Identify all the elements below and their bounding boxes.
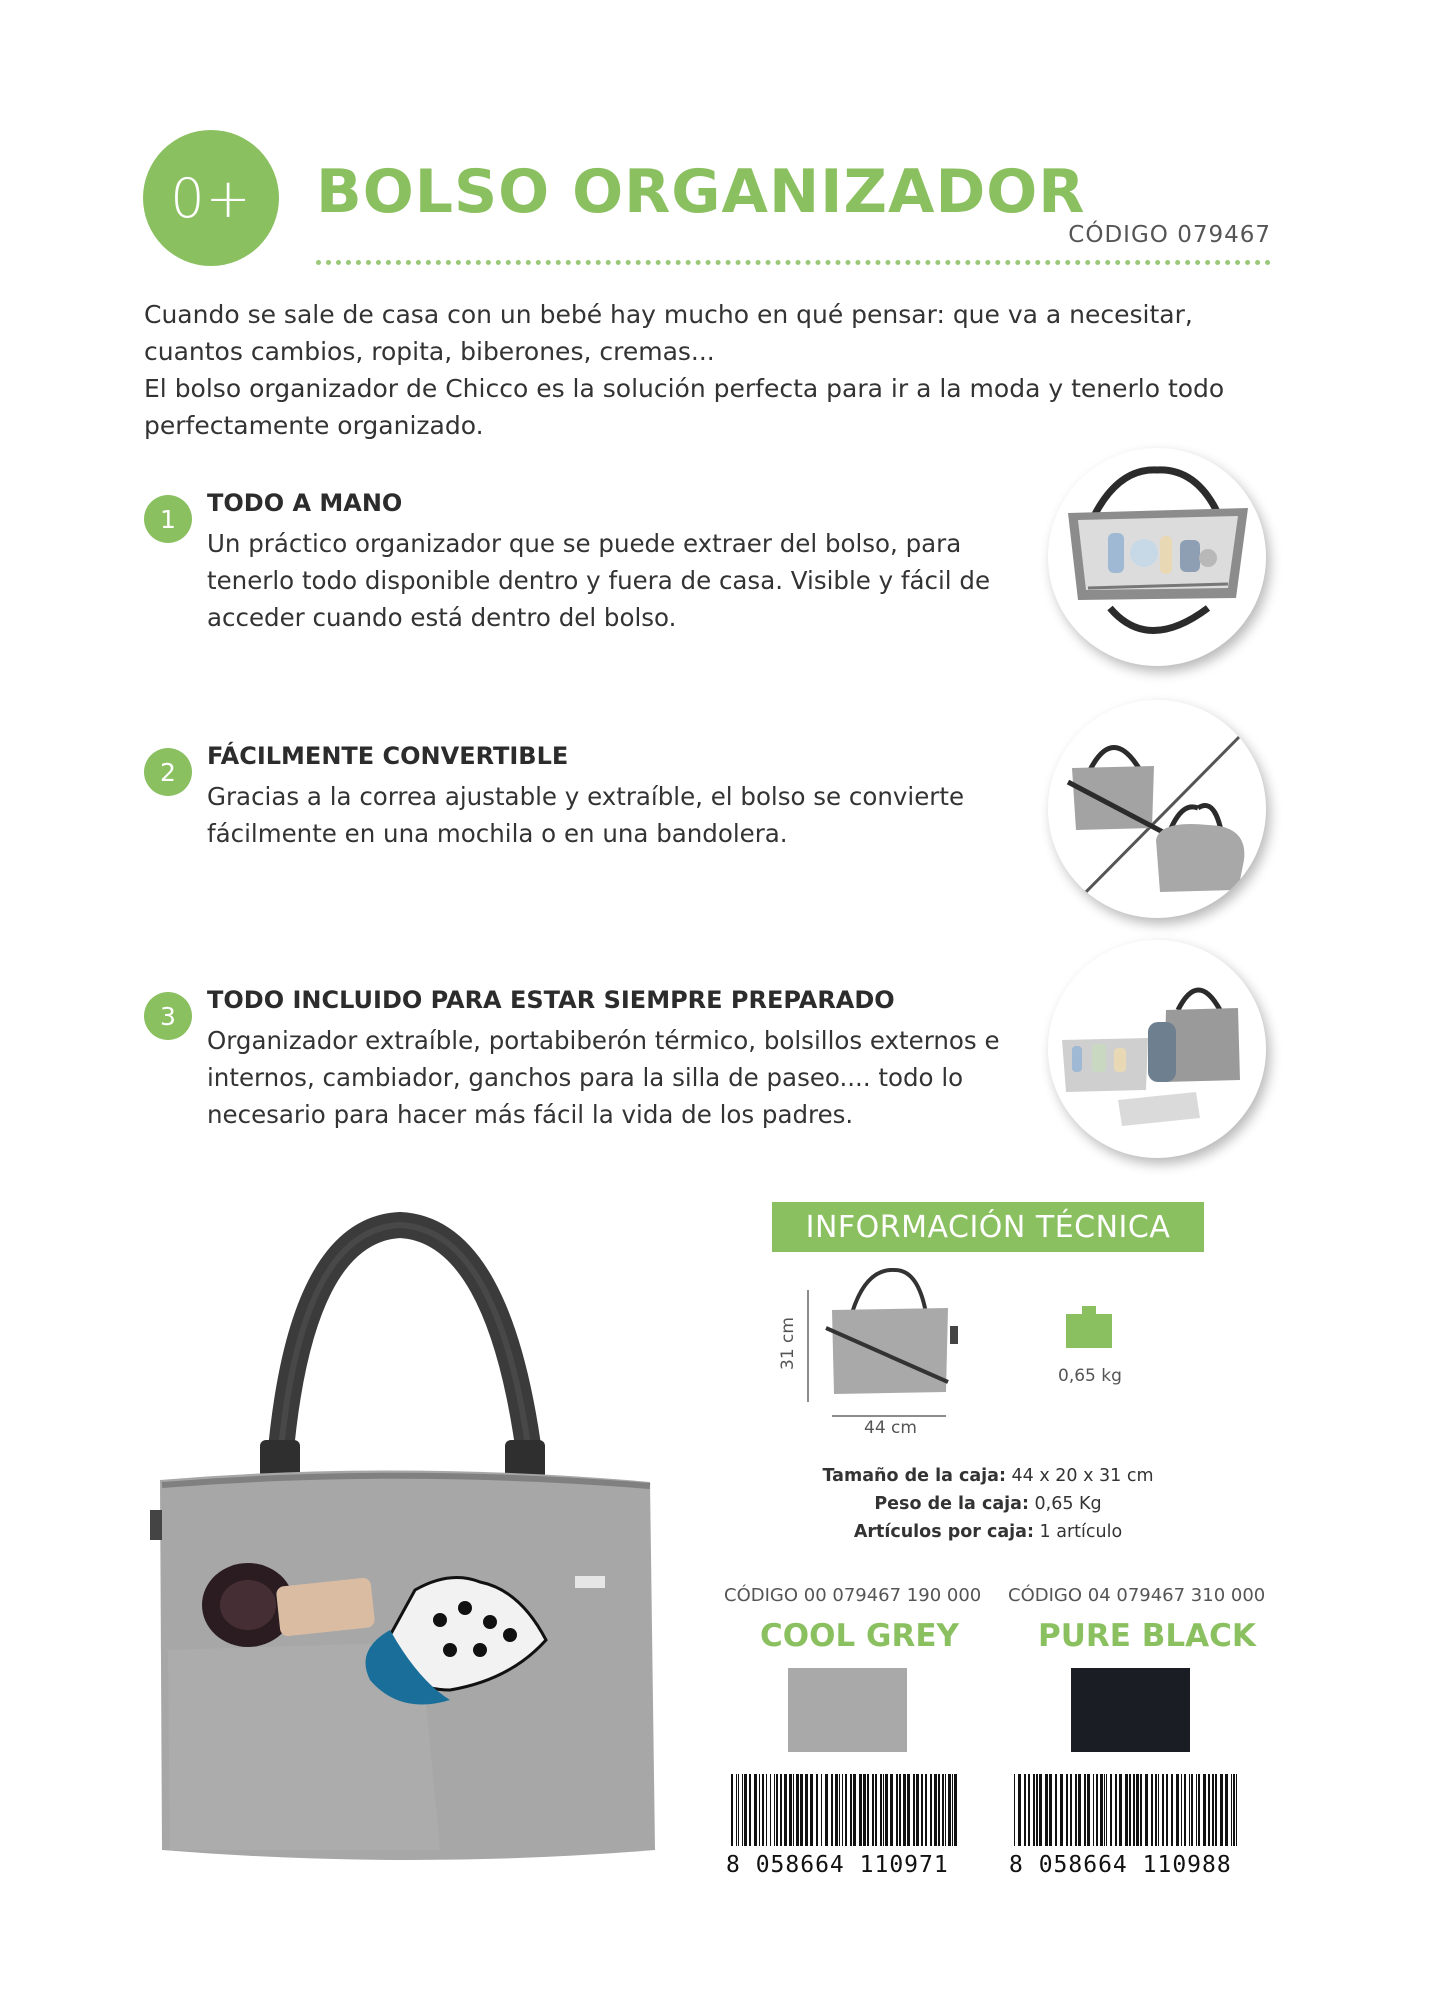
dotted-divider [316,260,1271,265]
spec-label: Peso de la caja: [874,1494,1029,1514]
feature-description: Organizador extraíble, portabiberón térmico, bolsillos externos e internos, cambiador, ganchos para la silla de paseo.... todo lo necesario para hacer más fácil la vida de los padres. [207,1026,1000,1129]
feature-title: FÁCILMENTE CONVERTIBLE [207,742,569,770]
spec-value: 0,65 Kg [1028,1494,1102,1514]
feature-description: Un práctico organizador que se puede extraer del bolso, para tenerlo todo disponible dentro y fuera de casa. Visible y fácil de acceder cuando está dentro del bolso. [207,529,991,632]
variant-code-pure-black: CÓDIGO 04 079467 310 000 [1008,1585,1266,1606]
swatch-pure-black [1071,1668,1190,1752]
weight-label: 0,65 kg [1058,1366,1122,1386]
width-label: 44 cm [864,1418,917,1438]
swatch-cool-grey [788,1668,907,1752]
feature-number: 2 [144,748,192,796]
main-bag-photo [150,1210,670,1890]
spec-row [772,1462,1204,1490]
spec-label: Artículos por caja: [853,1522,1034,1542]
weight-icon [1066,1306,1112,1348]
age-badge: 0+ [143,130,279,266]
variant-name-pure-black: PURE BLACK [1038,1618,1256,1654]
feature-title: TODO A MANO [207,489,403,517]
feature-title: TODO INCLUIDO PARA ESTAR SIEMPRE PREPARADO [207,986,895,1014]
intro-paragraph: Cuando se sale de casa con un bebé hay mucho en qué pensar: que va a necesitar, cuantos cambios, ropita, biberones, cremas... [144,300,1193,366]
barcode-number-cool-grey: 8 058664 110971 [726,1852,949,1878]
included-accessories-image [1048,940,1266,1158]
feature-number: 3 [144,992,192,1040]
spec-value: 44 x 20 x 31 cm [1005,1466,1154,1486]
height-label: 31 cm [778,1317,798,1370]
technical-info-banner: INFORMACIÓN TÉCNICA [772,1202,1204,1252]
intro-text [144,296,1274,444]
product-code: CÓDIGO 079467 [1068,222,1271,248]
feature-number: 1 [144,495,192,543]
spec-label: Tamaño de la caja: [822,1466,1006,1486]
box-specs [772,1462,1204,1546]
convertible-bag-image [1048,700,1266,918]
intro-paragraph: El bolso organizador de Chicco es la solución perfecta para ir a la moda y tenerlo todo perfectamente organizado. [144,374,1225,440]
feature-description: Gracias a la correa ajustable y extraíble, el bolso se convierte fácilmente en una mochila o en una bandolera. [207,782,965,848]
variant-code-cool-grey: CÓDIGO 00 079467 190 000 [724,1585,982,1606]
dimension-diagram [800,1268,990,1418]
spec-row [772,1490,1204,1518]
spec-row [772,1518,1204,1546]
spec-value: 1 artículo [1033,1522,1123,1542]
page-title: BOLSO ORGANIZADOR [316,157,1086,227]
barcode-number-pure-black: 8 058664 110988 [1009,1852,1232,1878]
organizer-open-image [1048,448,1266,666]
variant-name-cool-grey: COOL GREY [760,1618,959,1654]
